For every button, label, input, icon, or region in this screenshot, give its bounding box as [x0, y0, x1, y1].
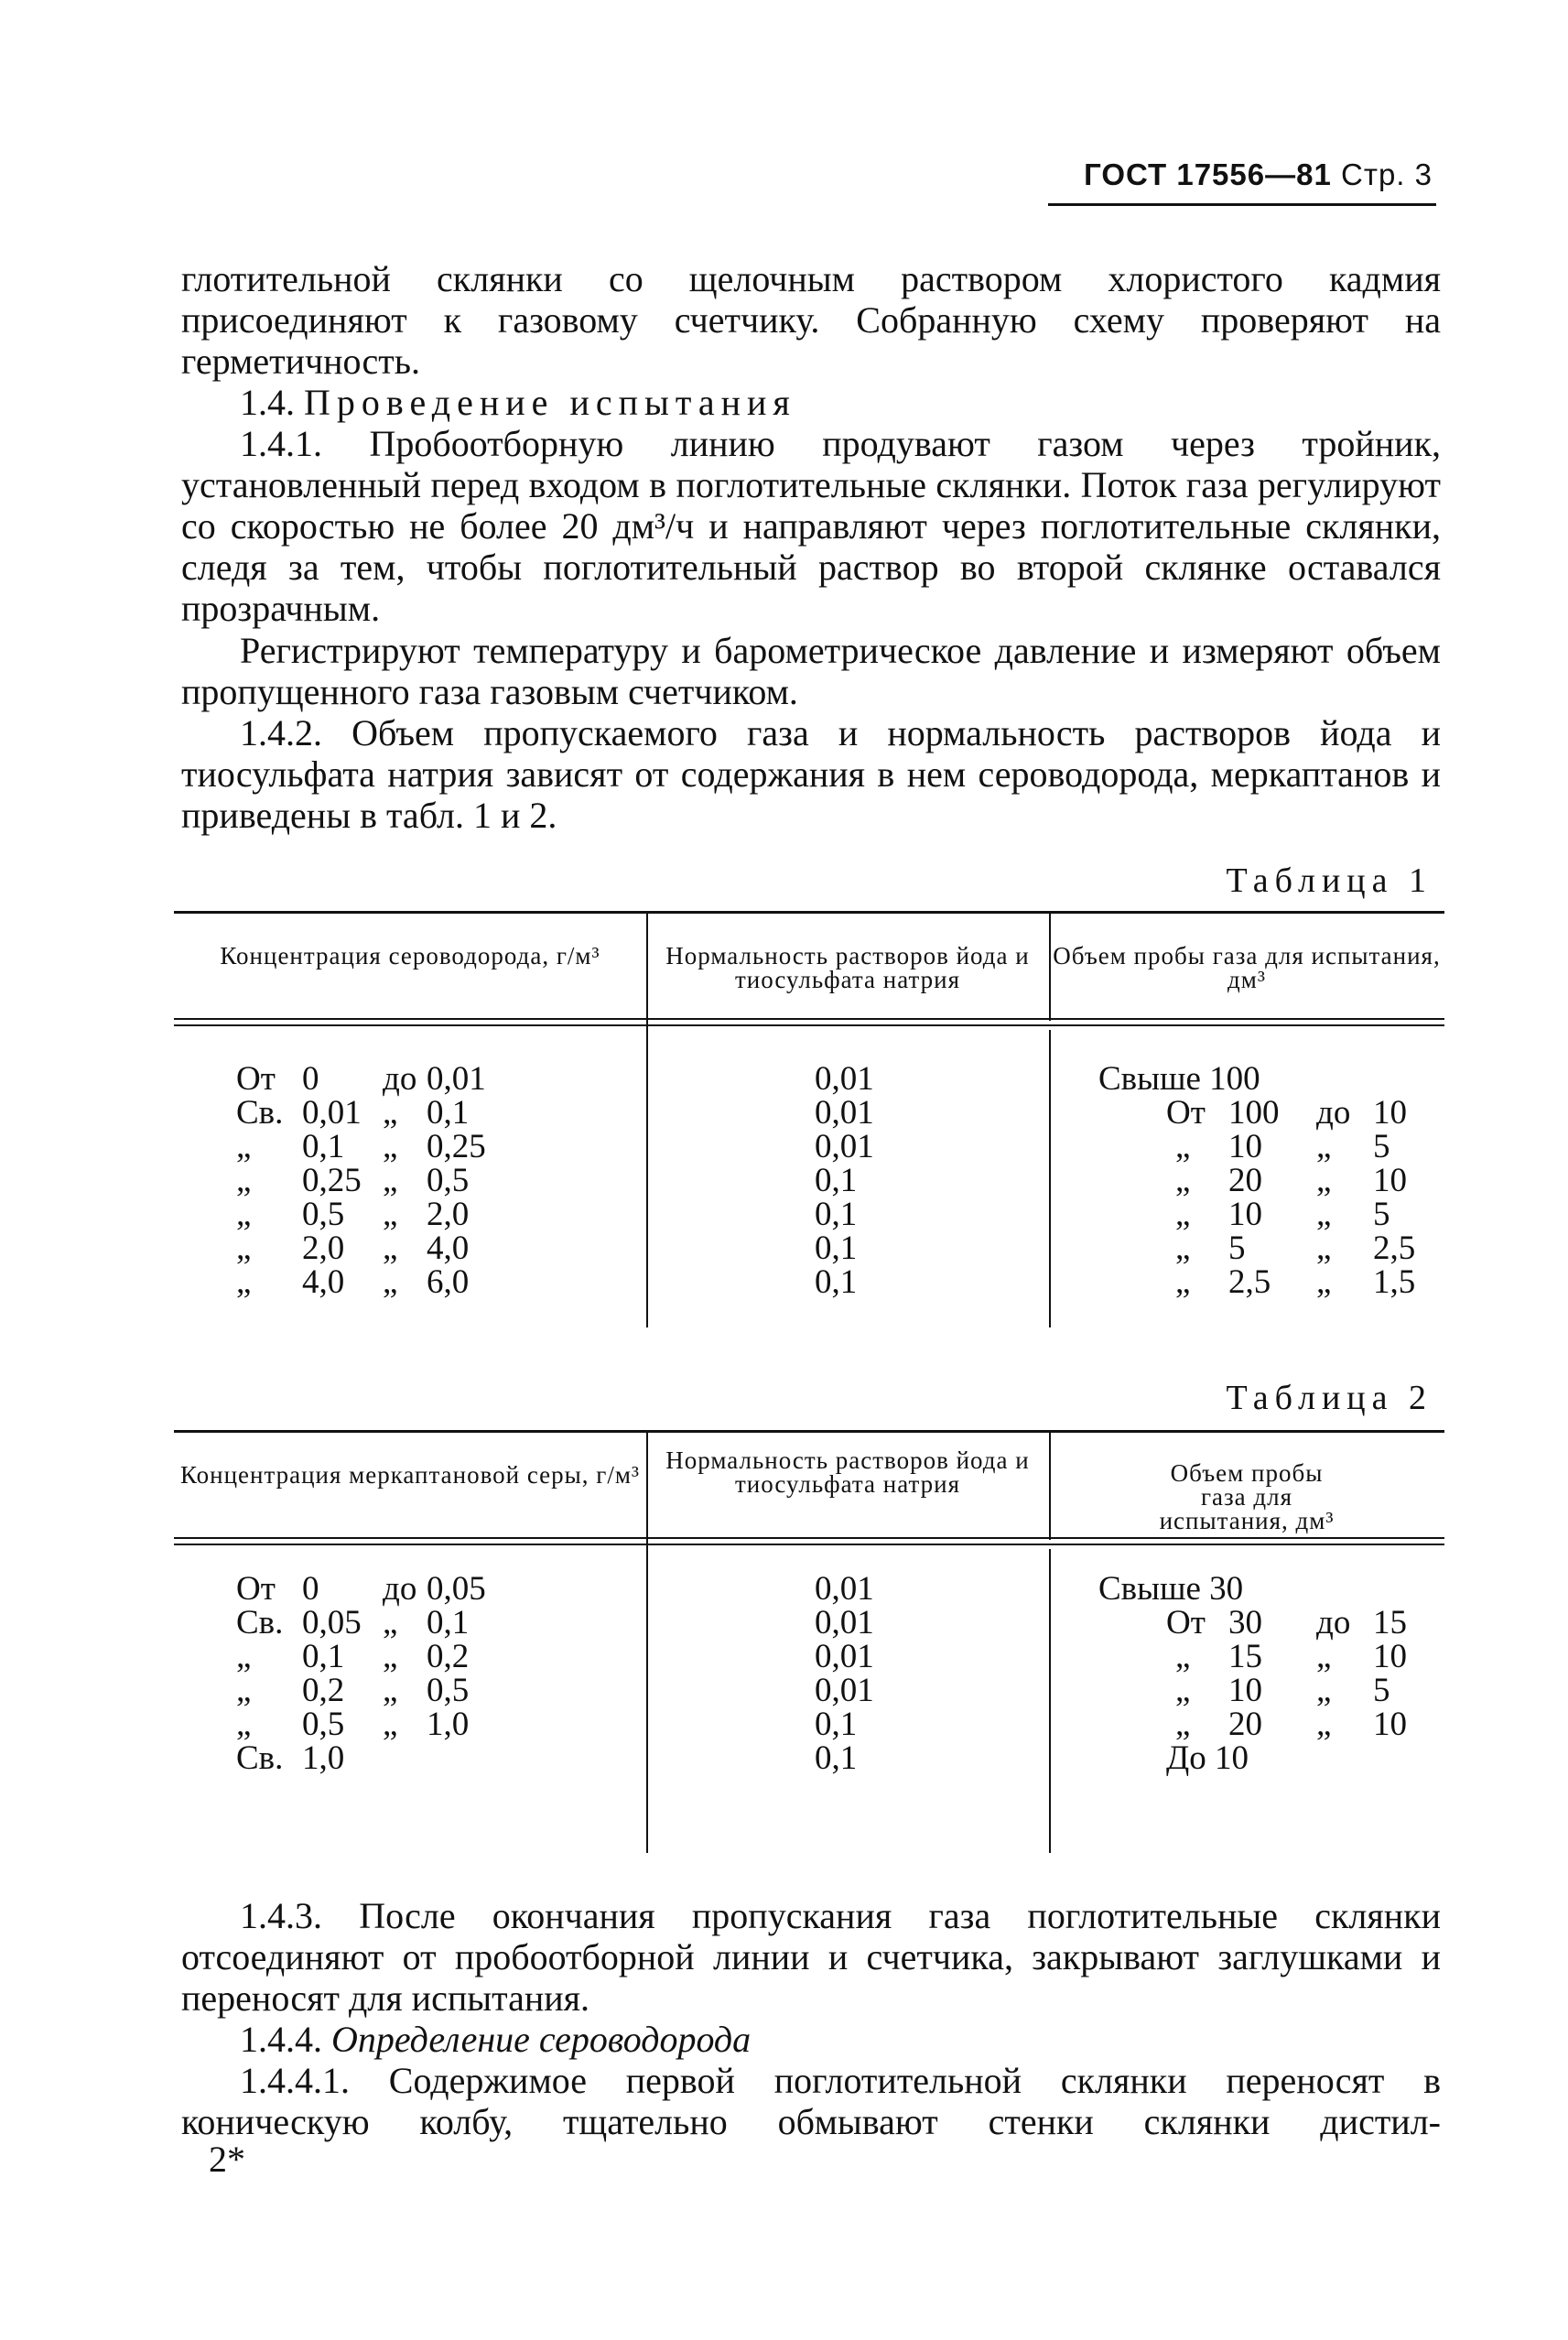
table-row	[236, 1674, 639, 1707]
cell-normality: 0,01	[815, 1672, 874, 1709]
table-1-header-volume: Объем пробы газа для испытания, дм³	[1053, 942, 1441, 993]
table-2	[174, 1430, 1444, 1853]
cell-to: 0,5	[427, 1672, 470, 1709]
cell-from: 0,2	[302, 1672, 345, 1709]
table-row	[815, 1164, 925, 1197]
table-1-caption: Таблица 1	[1226, 861, 1433, 900]
table-row	[236, 1265, 639, 1299]
cell-to-word: до	[383, 1570, 417, 1608]
cell-volume-prefix: От	[1166, 1604, 1206, 1641]
cell-volume-to: 5	[1373, 1196, 1390, 1233]
cell-volume-prefix: „	[1175, 1196, 1191, 1233]
paragraph-1-4-4-1: 1.4.4.1. Содержимое первой поглотительной склянки переносят в коническую колбу, тщательно обмывают стенки склянки дистил-	[181, 2060, 1441, 2142]
cell-normality: 0,1	[815, 1706, 858, 1743]
cell-prefix: „	[236, 1706, 252, 1743]
cell-to: 2,0	[427, 1196, 470, 1233]
cell-from: 0	[302, 1060, 319, 1098]
cell-normality: 0,1	[815, 1739, 858, 1777]
table-row	[815, 1640, 925, 1674]
table-1	[174, 911, 1444, 1327]
cell-from: 0,01	[302, 1094, 362, 1132]
cell-from: 0	[302, 1570, 319, 1608]
cell-to-word: „	[383, 1706, 398, 1743]
section-number: 1.4.	[240, 382, 295, 423]
table-row	[815, 1130, 925, 1164]
table-row	[236, 1096, 639, 1130]
cell-prefix: „	[236, 1230, 252, 1267]
cell-volume-to-word: „	[1316, 1706, 1332, 1743]
cell-prefix: „	[236, 1672, 252, 1709]
cell-to: 6,0	[427, 1263, 470, 1301]
cell-to: 0,5	[427, 1162, 470, 1199]
cell-to: 0,01	[427, 1060, 486, 1098]
cell-to: 0,25	[427, 1128, 486, 1165]
table-row	[236, 1164, 639, 1197]
cell-prefix: „	[236, 1638, 252, 1675]
paragraph-1: глотительной склянки со щелочным раствором хлористого кадмия присоединяют к газовому счетчику. Собранную схему проверяют на герметичность.	[181, 258, 1441, 382]
cell-volume-prefix: „	[1175, 1230, 1191, 1267]
cell-volume-to-word: до	[1316, 1094, 1351, 1132]
table-row	[1098, 1640, 1444, 1674]
cell-prefix: „	[236, 1162, 252, 1199]
section-heading-1-4-4	[181, 2019, 1441, 2060]
paragraph-1-4-2: 1.4.2. Объем пропускаемого газа и нормальность растворов йода и тиосульфата натрия зависят от содержания в нем сероводорода, меркаптанов и приведены в табл. 1 и 2.	[181, 712, 1441, 836]
cell-volume-to: 10	[1373, 1638, 1407, 1675]
table-row	[236, 1130, 639, 1164]
cell-to-word: „	[383, 1094, 398, 1132]
page-number: Стр. 3	[1341, 157, 1433, 191]
cell-normality: 0,01	[815, 1094, 874, 1132]
cell-normality: 0,01	[815, 1060, 874, 1098]
table-row	[1098, 1741, 1444, 1775]
cell-volume-to: 5	[1373, 1672, 1390, 1709]
cell-volume-to: 10	[1373, 1706, 1407, 1743]
cell-volume-to: 10	[1373, 1162, 1407, 1199]
cell-normality: 0,1	[815, 1230, 858, 1267]
signature-mark: 2*	[209, 2139, 245, 2180]
table-divider	[646, 1430, 648, 1853]
cell-volume-prefix: „	[1175, 1638, 1191, 1675]
cell-volume-prefix: „	[1175, 1672, 1191, 1709]
cell-to-word: „	[383, 1162, 398, 1199]
table-rule-header	[174, 1018, 1444, 1026]
cell-to-word: „	[383, 1128, 398, 1165]
table-1-header-normality: Нормальность растворов йода и тиосульфата натрия	[665, 942, 1030, 993]
table-divider	[1049, 1430, 1051, 1540]
table-row	[236, 1640, 639, 1674]
cell-to-word: „	[383, 1638, 398, 1675]
cell-volume-prefix: Свыше 30	[1098, 1570, 1244, 1608]
cell-volume-from: 10	[1228, 1196, 1262, 1233]
table-2-caption: Таблица 2	[1226, 1379, 1433, 1417]
table-row	[1098, 1231, 1444, 1265]
cell-from: 4,0	[302, 1263, 345, 1301]
standard-number: ГОСТ 17556—81	[1084, 157, 1332, 191]
cell-to-word: „	[383, 1672, 398, 1709]
cell-prefix: Св.	[236, 1094, 284, 1132]
cell-volume-from: 30	[1228, 1604, 1262, 1641]
table-row	[236, 1062, 639, 1096]
cell-to-word: „	[383, 1196, 398, 1233]
table-2-column-concentration	[236, 1572, 639, 1775]
table-row	[1098, 1707, 1444, 1741]
cell-normality: 0,01	[815, 1128, 874, 1165]
table-divider	[1049, 1549, 1051, 1853]
table-row	[1098, 1674, 1444, 1707]
table-row	[1098, 1606, 1444, 1640]
header-rule	[1048, 203, 1436, 206]
cell-to: 1,0	[427, 1706, 470, 1743]
table-2-header-volume: Объем пробы газа для испытания, дм³	[1159, 1459, 1335, 1534]
table-row	[815, 1096, 925, 1130]
table-row	[236, 1707, 639, 1741]
cell-prefix: От	[236, 1060, 276, 1098]
cell-volume-to: 2,5	[1373, 1230, 1416, 1267]
cell-normality: 0,01	[815, 1604, 874, 1641]
cell-prefix: „	[236, 1128, 252, 1165]
cell-from: 0,1	[302, 1128, 345, 1165]
cell-volume-from: 15	[1228, 1638, 1262, 1675]
table-row	[236, 1197, 639, 1231]
table-row	[815, 1572, 925, 1606]
cell-volume-to: 10	[1373, 1094, 1407, 1132]
cell-from: 0,5	[302, 1706, 345, 1743]
cell-volume-from: 5	[1228, 1230, 1246, 1267]
cell-normality: 0,01	[815, 1638, 874, 1675]
page-header	[1084, 157, 1433, 192]
cell-from: 1,0	[302, 1739, 345, 1777]
cell-to-word: „	[383, 1604, 398, 1641]
table-2-column-normality	[815, 1572, 925, 1775]
table-2-column-volume	[1098, 1572, 1444, 1775]
table-divider	[1049, 1030, 1051, 1327]
cell-volume-to-word: „	[1316, 1672, 1332, 1709]
cell-volume-prefix: „	[1175, 1706, 1191, 1743]
paragraph-register: Регистрируют температуру и барометрическое давление и измеряют объем пропущенного газа газовым счетчиком.	[181, 630, 1441, 712]
table-row	[1098, 1265, 1444, 1299]
cell-from: 0,05	[302, 1604, 362, 1641]
cell-prefix: „	[236, 1196, 252, 1233]
cell-volume-to: 1,5	[1373, 1263, 1416, 1301]
cell-volume-to-word: до	[1316, 1604, 1351, 1641]
cell-volume-prefix: „	[1175, 1263, 1191, 1301]
section-title: Определение сероводорода	[331, 2019, 752, 2060]
cell-normality: 0,1	[815, 1196, 858, 1233]
cell-volume-from: 20	[1228, 1706, 1262, 1743]
table-rule-top	[174, 911, 1444, 914]
cell-volume-to-word: „	[1316, 1128, 1332, 1165]
table-row	[815, 1265, 925, 1299]
table-rule-header	[174, 1537, 1444, 1545]
table-row	[815, 1197, 925, 1231]
paragraph-1-4-1: 1.4.1. Пробоотборную линию продувают газом через тройник, установленный перед входом в поглотительные склянки. Поток газа регулируют со скоростью не более 20 дм³/ч и направляют через поглотительные склянки, следя за тем, чтобы поглотительный раствор во второй склянке оставался прозрачным.	[181, 423, 1441, 629]
cell-volume-prefix: „	[1175, 1128, 1191, 1165]
cell-to-word: „	[383, 1263, 398, 1301]
cell-volume-to-word: „	[1316, 1162, 1332, 1199]
table-row	[815, 1062, 925, 1096]
cell-from: 2,0	[302, 1230, 345, 1267]
cell-to-word: до	[383, 1060, 417, 1098]
table-1-column-normality	[815, 1062, 925, 1299]
cell-prefix: От	[236, 1570, 276, 1608]
cell-volume-from: 20	[1228, 1162, 1262, 1199]
cell-prefix: Св.	[236, 1604, 284, 1641]
table-2-header-concentration: Концентрация меркаптановой серы, г/м³	[179, 1461, 641, 1489]
cell-volume-from: 10	[1228, 1672, 1262, 1709]
table-row	[1098, 1197, 1444, 1231]
section-heading-1-4	[181, 382, 1441, 423]
table-row	[1098, 1096, 1444, 1130]
cell-to-word: „	[383, 1230, 398, 1267]
table-row	[236, 1572, 639, 1606]
cell-volume-to: 15	[1373, 1604, 1407, 1641]
cell-to: 0,1	[427, 1604, 470, 1641]
cell-to: 0,1	[427, 1094, 470, 1132]
section-title: Проведение испытания	[304, 382, 796, 423]
cell-normality: 0,01	[815, 1570, 874, 1608]
cell-volume-from: 2,5	[1228, 1263, 1271, 1301]
table-row	[1098, 1062, 1444, 1096]
cell-to: 0,05	[427, 1570, 486, 1608]
cell-normality: 0,1	[815, 1263, 858, 1301]
table-rule-top	[174, 1430, 1444, 1433]
paragraph-1-4-3: 1.4.3. После окончания пропускания газа поглотительные склянки отсоединяют от пробоотборной линии и счетчика, закрывают заглушками и переносят для испытания.	[181, 1895, 1441, 2019]
cell-prefix: „	[236, 1263, 252, 1301]
cell-to: 0,2	[427, 1638, 470, 1675]
table-row	[236, 1231, 639, 1265]
section-number: 1.4.4.	[240, 2019, 322, 2060]
cell-volume-to-word: „	[1316, 1263, 1332, 1301]
cell-volume-prefix: От	[1166, 1094, 1206, 1132]
table-row	[236, 1606, 639, 1640]
table-2-header-normality: Нормальность растворов йода и тиосульфата натрия	[665, 1446, 1030, 1498]
table-row	[1098, 1164, 1444, 1197]
table-row	[815, 1674, 925, 1707]
cell-normality: 0,1	[815, 1162, 858, 1199]
cell-volume-prefix: До 10	[1166, 1739, 1249, 1777]
table-row	[815, 1231, 925, 1265]
cell-volume-to-word: „	[1316, 1230, 1332, 1267]
table-row	[236, 1741, 639, 1775]
table-1-column-concentration	[236, 1062, 639, 1299]
cell-volume-to-word: „	[1316, 1638, 1332, 1675]
table-row	[1098, 1130, 1444, 1164]
table-row	[815, 1707, 925, 1741]
cell-volume-from: 10	[1228, 1128, 1262, 1165]
cell-volume-from: 100	[1228, 1094, 1280, 1132]
table-row	[815, 1606, 925, 1640]
cell-volume-to-word: „	[1316, 1196, 1332, 1233]
cell-prefix: Св.	[236, 1739, 284, 1777]
cell-from: 0,25	[302, 1162, 362, 1199]
table-row	[1098, 1572, 1444, 1606]
cell-to: 4,0	[427, 1230, 470, 1267]
table-row	[815, 1741, 925, 1775]
cell-volume-prefix: „	[1175, 1162, 1191, 1199]
cell-volume-to: 5	[1373, 1128, 1390, 1165]
table-1-column-volume	[1098, 1062, 1444, 1299]
cell-volume-prefix: Свыше 100	[1098, 1060, 1260, 1098]
cell-from: 0,1	[302, 1638, 345, 1675]
table-1-header-concentration: Концентрация сероводорода, г/м³	[220, 942, 600, 970]
cell-from: 0,5	[302, 1196, 345, 1233]
